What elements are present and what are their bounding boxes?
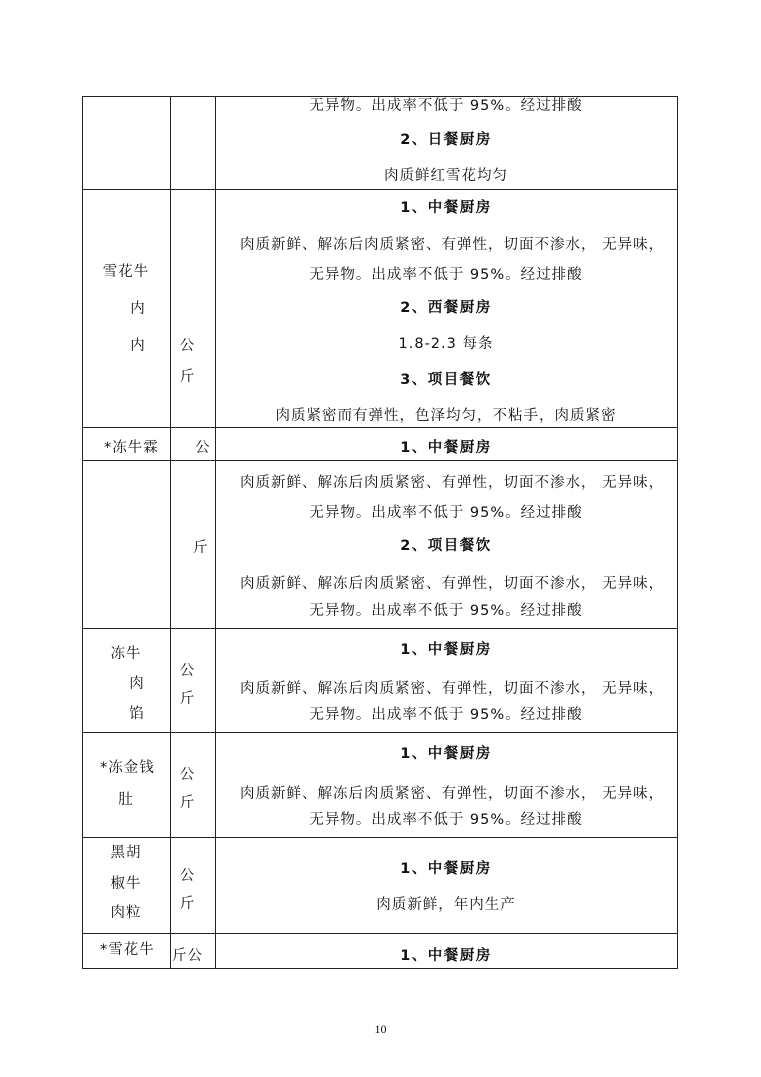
spec-text: 无异物。出成率不低于 95%。经过排酸 — [309, 603, 583, 619]
item-name: 馅 — [129, 706, 145, 722]
spec-text: 肉质新鲜、解冻后肉质紧密、有弹性，切面不渗水， 无异味， — [240, 576, 665, 592]
spec-text: 肉质新鲜、解冻后肉质紧密、有弹性，切面不渗水， 无异味， — [240, 475, 665, 491]
item-name: 冻牛 — [110, 646, 142, 662]
item-name: 肉 — [129, 676, 145, 692]
row-divider — [82, 427, 678, 428]
row-divider — [82, 732, 678, 733]
spec-heading: 2、西餐厨房 — [400, 300, 492, 316]
spec-text: 无异物。出成率不低于 95%。经过排酸 — [309, 98, 583, 114]
spec-text: 肉质紧密而有弹性，色泽均匀，不粘手，肉质紧密 — [275, 408, 617, 424]
item-name: 内 — [130, 301, 146, 317]
row-divider — [82, 933, 678, 934]
spec-text: 肉质鲜红雪花均匀 — [384, 168, 508, 184]
item-name: 肚 — [118, 792, 134, 808]
item-unit: 斤公 — [172, 948, 203, 964]
row-divider — [82, 628, 678, 629]
column-divider — [170, 96, 171, 969]
row-divider — [82, 189, 678, 190]
column-divider — [215, 96, 216, 969]
item-unit: 公 — [179, 868, 196, 884]
row-divider — [82, 837, 678, 838]
page-number: 10 — [374, 1022, 387, 1036]
item-name: *冻牛霖 — [104, 440, 159, 456]
spec-heading: 1、中餐厨房 — [400, 746, 492, 762]
item-name: 雪花牛 — [102, 264, 150, 280]
row-divider — [82, 460, 678, 461]
item-unit: 公 — [179, 767, 196, 783]
item-unit: 公 — [179, 338, 196, 354]
table-border-bottom — [82, 968, 678, 969]
item-name: *冻金钱 — [100, 760, 155, 776]
item-unit: 斤 — [179, 691, 196, 707]
spec-text: 肉质新鲜、解冻后肉质紧密、有弹性，切面不渗水， 无异味， — [240, 681, 665, 697]
spec-table — [82, 96, 678, 969]
item-name: 黑胡 — [110, 845, 142, 861]
spec-heading: 1、中餐厨房 — [400, 861, 492, 877]
spec-text: 肉质新鲜、解冻后肉质紧密、有弹性，切面不渗水， 无异味， — [240, 237, 665, 253]
item-name: 椒牛 — [110, 876, 142, 892]
item-name: *雪花牛 — [100, 942, 155, 958]
spec-text: 无异物。出成率不低于 95%。经过排酸 — [309, 505, 583, 521]
item-unit: 斤 — [179, 369, 196, 385]
item-name: 肉粒 — [110, 905, 142, 921]
spec-text: 无异物。出成率不低于 95%。经过排酸 — [309, 267, 583, 283]
spec-heading: 2、项目餐饮 — [400, 538, 492, 554]
spec-text: 无异物。出成率不低于 95%。经过排酸 — [309, 812, 583, 828]
spec-text: 无异物。出成率不低于 95%。经过排酸 — [309, 707, 583, 723]
table-border-right — [677, 96, 678, 969]
item-unit: 公 — [195, 440, 211, 456]
spec-text: 肉质新鲜，年内生产 — [376, 897, 516, 913]
spec-text: 肉质新鲜、解冻后肉质紧密、有弹性，切面不渗水， 无异味， — [240, 786, 665, 802]
item-unit: 斤 — [179, 795, 196, 811]
spec-heading: 1、中餐厨房 — [400, 200, 492, 216]
spec-heading: 1、中餐厨房 — [400, 948, 492, 964]
item-unit: 斤 — [193, 540, 209, 556]
item-unit: 斤 — [179, 896, 196, 912]
spec-text: 1.8-2.3 每条 — [398, 336, 494, 352]
spec-heading: 1、中餐厨房 — [400, 440, 492, 456]
item-name: 内 — [130, 338, 146, 354]
spec-heading: 3、项目餐饮 — [400, 372, 492, 388]
spec-heading: 2、日餐厨房 — [400, 132, 492, 148]
spec-heading: 1、中餐厨房 — [400, 642, 492, 658]
table-border-left — [82, 96, 83, 969]
item-unit: 公 — [179, 663, 196, 679]
